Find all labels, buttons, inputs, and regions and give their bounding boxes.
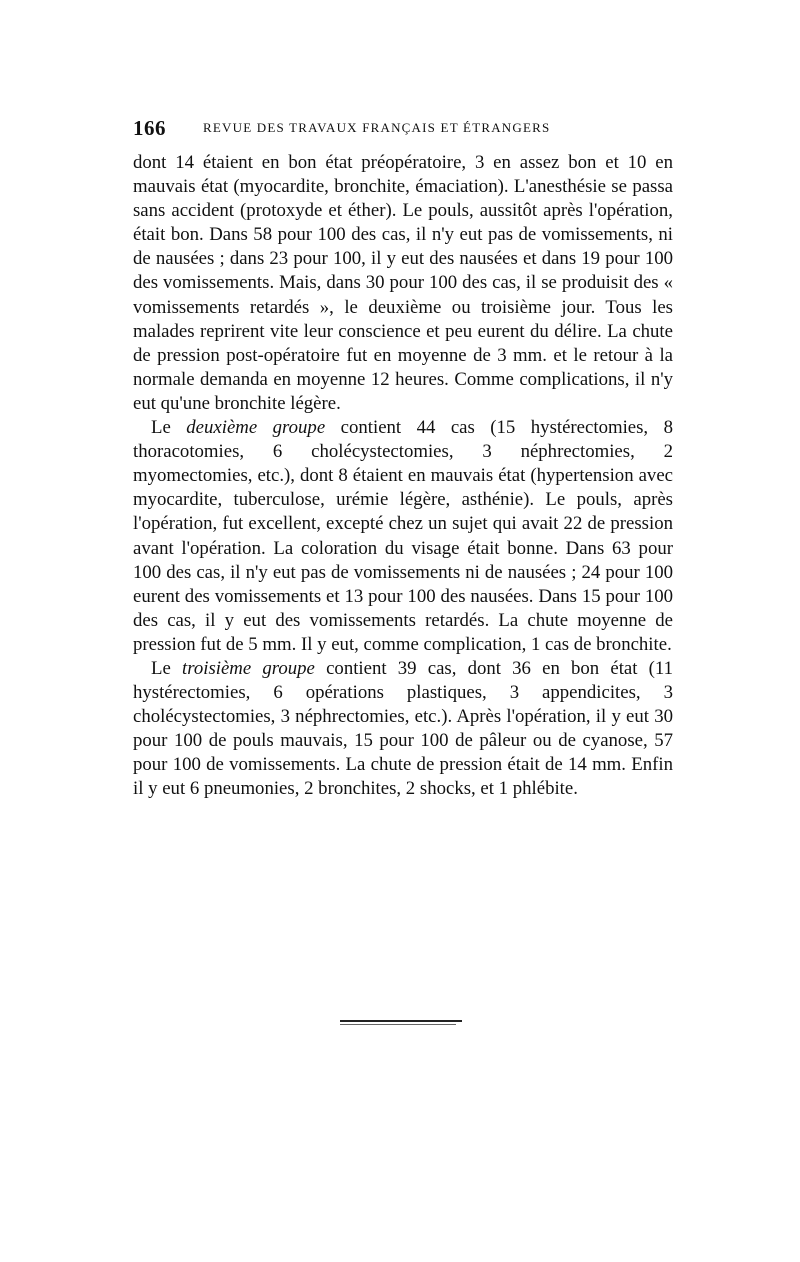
page-number: 166: [133, 116, 166, 140]
group-heading-italic: deuxième groupe: [186, 417, 326, 439]
paragraph-lead: Le: [151, 657, 182, 679]
section-end-rule-thin: [340, 1024, 456, 1025]
page-header: [133, 116, 673, 146]
paragraph-text: contient 44 cas (15 hystérectomies, 8 thoracotomies, 6 cholécystectomies, 3 néphrectomies, 2 myomectomies, etc.), dont 8 étaient en mauvais état (hypertension avec myocardite, tuberculose, urémie légère, asthénie). Le pouls, après l'opération, fut excellent, excepté chez un sujet qui avait 22 de pression avant l'opération. La coloration du visage était bonne. Dans 63 pour 100 des cas, il n'y eut pas de vomissements ni de nausées ; 24 pour 100 eurent des vomissements et 13 pour 100 des nausées. Dans 15 pour 100 des cas, il y eut des vomissements retardés. La chute moyenne de pression fut de 5 mm. Il y eut, comme complication, 1 cas de bronchite.: [133, 417, 673, 655]
paragraph-text: contient 39 cas, dont 36 en bon état (11 hystérectomies, 6 opérations plastiques, 3 appendicites, 3 cholécystectomies, 3 néphrectomies, etc.). Après l'opération, il y eut 30 pour 100 de pouls mauvais, 15 pour 100 de pâleur ou de cyanose, 57 pour 100 de vomissements. La chute de pression était de 14 mm. Enfin il y eut 6 pneumonies, 2 bronchites, 2 shocks, et 1 phlébite.: [133, 657, 674, 800]
paragraph-first-group-results: [133, 151, 673, 416]
article-body: [133, 151, 673, 802]
paragraph-third-group: [133, 657, 673, 802]
running-title: REVUE DES TRAVAUX FRANÇAIS ET ÉTRANGERS: [203, 120, 551, 135]
paragraph-lead: Le: [151, 417, 187, 439]
paragraph-second-group: [133, 416, 673, 657]
section-end-rule: [340, 1020, 462, 1022]
group-heading-italic: troisième groupe: [182, 657, 315, 679]
paragraph-text: dont 14 étaient en bon état préopératoire, 3 en assez bon et 10 en mauvais état (myocardite, bronchite, émaciation). L'anesthésie se passa sans accident (protoxyde et éther). Le pouls, aussitôt après l'opération, était bon. Dans 58 pour 100 des cas, il n'y eut pas de vomissements, ni de nausées ; dans 23 pour 100, il y eut des nausées et dans 19 pour 100 des vomissements. Mais, dans 30 pour 100 des cas, il se produisit des « vomissements retardés », le deuxième ou troisième jour. Tous les malades reprirent vite leur conscience et peu eurent du délire. La chute de pression post-opératoire fut en moyenne de 3 mm. et le retour à la normale demanda en moyenne 12 heures. Comme complications, il n'y eut qu'une bronchite légère.: [133, 152, 673, 414]
